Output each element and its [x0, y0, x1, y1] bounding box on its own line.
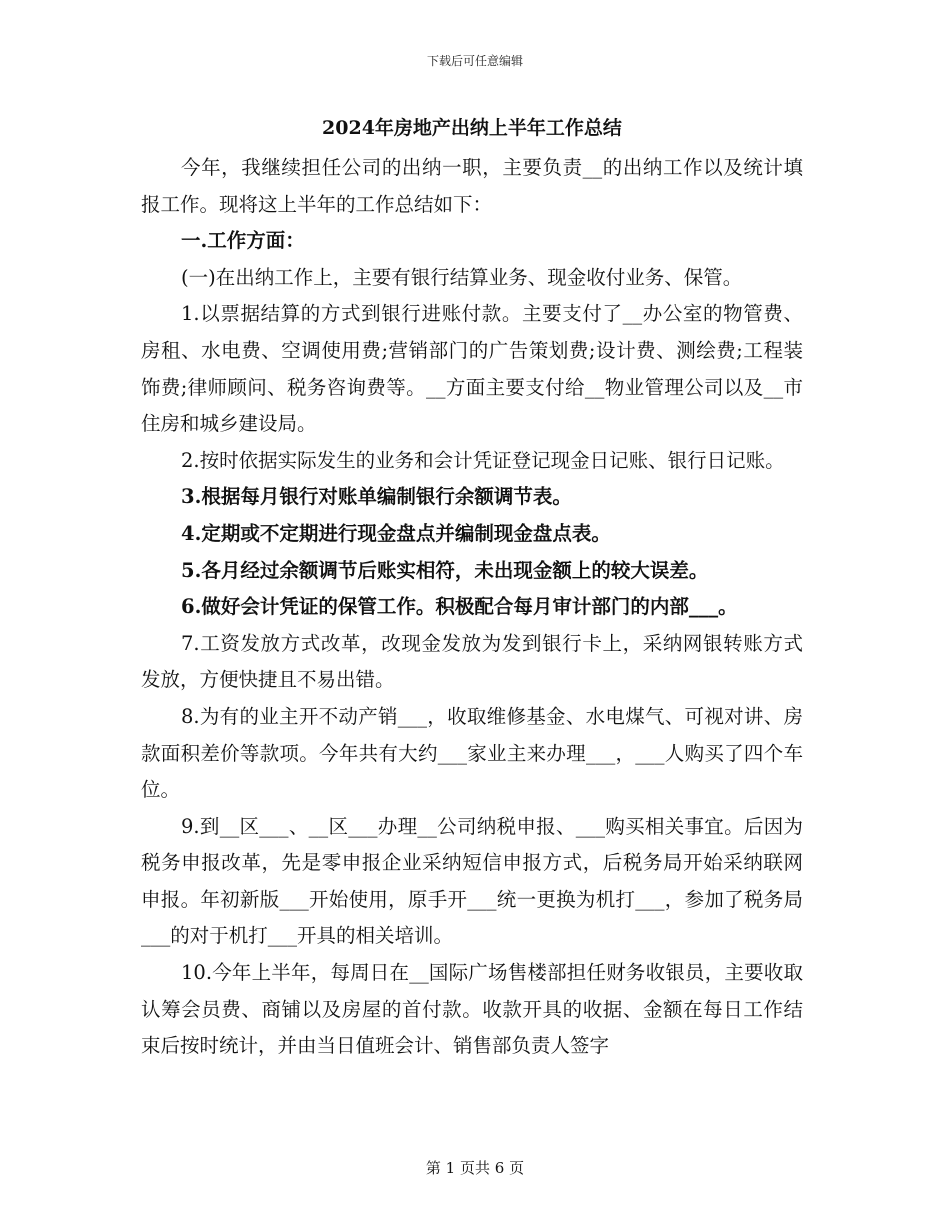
paragraph: 8.为有的业主开不动产销___，收取维修基金、水电煤气、可视对讲、房款面积差价等款项。今年共有大约___家业主来办理___，___人购买了四个车位。 — [141, 704, 803, 802]
paragraph: 10.今年上半年，每周日在__国际广场售楼部担任财务收银员，主要收取认筹会员费、商铺以及房屋的首付款。收款开具的收据、金额在每日工作结束后按时统计，并由当日值班会计、销售部负责人签字 — [141, 961, 803, 1058]
paragraph: 5.各月经过余额调节后账实相符，未出现金额上的较大误差。 — [181, 558, 709, 582]
paragraph: (一)在出纳工作上，主要有银行结算业务、现金收付业务、保管。 — [181, 265, 743, 289]
paragraph: 2.按时依据实际发生的业务和会计凭证登记现金日记账、银行日记账。 — [181, 448, 785, 472]
paragraph: 4.定期或不定期进行现金盘点并编制现金盘点表。 — [181, 521, 611, 545]
paragraph: 3.根据每月银行对账单编制银行余额调节表。 — [181, 485, 572, 509]
page-header: 下载后可任意编辑 — [426, 54, 523, 68]
document-body — [141, 114, 803, 1065]
paragraph: 今年，我继续担任公司的出纳一职，主要负责__的出纳工作以及统计填报工作。现将这上半年的工作总结如下： — [141, 156, 803, 216]
paragraph: 7.工资发放方式改革，改现金发放为发到银行卡上，采纳网银转账方式发放，方便快捷且不易出错。 — [141, 631, 803, 692]
paragraph-list — [141, 150, 803, 1065]
paragraph: 6.做好会计凭证的保管工作。积极配合每月审计部门的内部___。 — [181, 595, 738, 619]
paragraph: 1.以票据结算的方式到银行进账付款。主要支付了__办公室的物管费、房租、水电费、空调使用费;营销部门的广告策划费;设计费、测绘费;工程装饰费;律师顾问、税务咨询费等。__方面主要支付给__物业管理公司以及__市住房和城乡建设局。 — [141, 302, 803, 436]
page-footer: 第 1 页共 6 页 — [425, 1159, 525, 1177]
document-title: 2024年房地产出纳上半年工作总结 — [322, 117, 622, 139]
paragraph: 9.到__区___、__区___办理__公司纳税申报、___购买相关事宜。后因为税务申报改革，先是零申报企业采纳短信申报方式，后税务局开始采纳联网申报。年初新版___开始使用，原手开___统一更换为机打___，参加了税务局___的对于机打___开具的相关培训。 — [141, 814, 803, 948]
paragraph: 一.工作方面： — [181, 229, 305, 253]
